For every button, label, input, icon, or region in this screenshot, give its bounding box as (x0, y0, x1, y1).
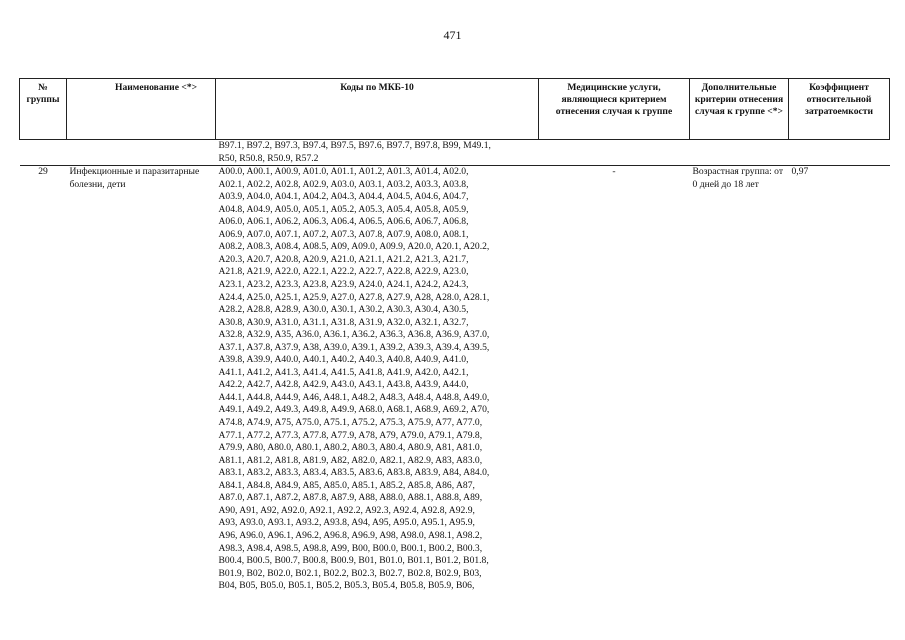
code-line: A20.3, A20.7, A20.8, A20.9, A21.0, A21.1, A21.2, A21.3, A21.7, (218, 253, 469, 265)
code-line: A93, A93.0, A93.1, A93.2, A93.8, A94, A95, A95.0, A95.1, A95.9, (218, 517, 475, 529)
code-line: A81.1, A81.2, A81.8, A81.9, A82, A82.0, A82.1, A82.9, A83, A83.0, (218, 454, 483, 466)
code-line: A23.1, A23.2, A23.3, A23.8, A23.9, A24.0, A24.1, A24.2, A24.3, (218, 279, 469, 291)
code-line: A79.9, A80, A80.0, A80.1, A80.2, A80.3, A80.4, A80.9, A81, A81.0, (218, 442, 483, 454)
code-line: A42.2, A42.7, A42.8, A42.9, A43.0, A43.1, A43.8, A43.9, A44.0, (218, 379, 469, 391)
code-line: B00.4, B00.5, B00.7, B00.8, B00.9, B01, B01.0, B01.1, B01.2, B01.8, (218, 555, 489, 567)
table-header-row (20, 79, 890, 140)
code-line: A98.3, A98.4, A98.5, A98.8, A99, B00, B00.0, B00.1, B00.2, B00.3, (218, 542, 483, 554)
header-additional-criteria: Дополнительные критерии отнесения случая к группе <*> (690, 79, 789, 140)
code-line: A02.1, A02.2, A02.8, A02.9, A03.0, A03.1, A03.2, A03.3, A03.8, (218, 178, 469, 190)
table-row (20, 166, 890, 593)
code-line: A77.1, A77.2, A77.3, A77.8, A77.9, A78, A79, A79.0, A79.1, A79.8, (218, 429, 483, 441)
code-line: A00.0, A00.1, A00.9, A01.0, A01.1, A01.2, A01.3, A01.4, A02.0, (218, 166, 469, 178)
code-line: A30.8, A30.9, A31.0, A31.1, A31.8, A31.9, A32.0, A32.1, A32.7, (218, 316, 469, 328)
group-name-cell: Инфекционные и паразитарные болезни, дети (69, 166, 200, 190)
continuation-codes-cell (216, 140, 539, 166)
code-line: A08.2, A08.3, A08.4, A08.5, A09, A09.0, A09.9, A20.0, A20.1, A20.2, (218, 241, 490, 253)
code-line: A06.9, A07.0, A07.1, A07.2, A07.3, A07.8, A07.9, A08.0, A08.1, (218, 228, 469, 240)
code-line: R50, R50.8, R50.9, R57.2 (218, 152, 319, 164)
code-line: A24.4, A25.0, A25.1, A25.9, A27.0, A27.8, A27.9, A28, A28.0, A28.1, (218, 291, 490, 303)
code-line: B97.1, B97.2, B97.3, B97.4, B97.5, B97.6, B97.7, B97.8, B99, M49.1, (218, 140, 491, 151)
code-line: B04, B05, B05.0, B05.1, B05.2, B05.3, B05.4, B05.8, B05.9, B06, (218, 580, 475, 592)
code-line: A87.0, A87.1, A87.2, A87.8, A87.9, A88, A88.0, A88.1, A88.8, A89, (218, 492, 483, 504)
code-line: A32.8, A32.9, A35, A36.0, A36.1, A36.2, A36.3, A36.8, A36.9, A37.0, (218, 329, 490, 341)
header-cost-coefficient: Коэффициент относительной затратоемкости (789, 79, 890, 140)
code-line: A06.0, A06.1, A06.2, A06.3, A06.4, A06.5, A06.6, A06.7, A06.8, (218, 216, 469, 228)
cost-coefficient-cell: 0,97 (791, 166, 809, 178)
code-line: A04.8, A04.9, A05.0, A05.1, A05.2, A05.3, A05.4, A05.8, A05.9, (218, 203, 469, 215)
ksg-table (19, 78, 890, 593)
code-line: A49.1, A49.2, A49.3, A49.8, A49.9, A68.0, A68.1, A68.9, A69.2, A70, (218, 404, 490, 416)
additional-criteria-cell: Возрастная группа: от 0 дней до 18 лет (692, 166, 784, 190)
code-line: A21.8, A21.9, A22.0, A22.1, A22.2, A22.7, A22.8, A22.9, A23.0, (218, 266, 469, 278)
header-group-number: № группы (20, 79, 67, 140)
icd-codes-cell (216, 166, 539, 593)
code-line: A74.8, A74.9, A75, A75.0, A75.1, A75.2, A75.3, A75.9, A77, A77.0, (218, 417, 483, 429)
code-line: A96, A96.0, A96.1, A96.2, A96.8, A96.9, A98, A98.0, A98.1, A98.2, (218, 529, 483, 541)
code-line: A28.2, A28.8, A28.9, A30.0, A30.1, A30.2, A30.3, A30.4, A30.5, (218, 304, 469, 316)
code-line: A37.1, A37.8, A37.9, A38, A39.0, A39.1, A39.2, A39.3, A39.4, A39.5, (218, 341, 490, 353)
group-number-cell: 29 (38, 166, 48, 178)
header-name: Наименование <*> (67, 79, 216, 140)
code-line: A03.9, A04.0, A04.1, A04.2, A04.3, A04.4, A04.5, A04.6, A04.7, (218, 191, 469, 203)
code-line: A41.1, A41.2, A41.3, A41.4, A41.5, A41.8, A41.9, A42.0, A42.1, (218, 366, 469, 378)
code-line: B01.9, B02, B02.0, B02.1, B02.2, B02.3, B02.7, B02.8, B02.9, B03, (218, 567, 482, 579)
table-row-continuation (20, 140, 890, 166)
code-line: A84.1, A84.8, A84.9, A85, A85.0, A85.1, A85.2, A85.8, A86, A87, (218, 479, 475, 491)
code-line: A39.8, A39.9, A40.0, A40.1, A40.2, A40.3, A40.8, A40.9, A41.0, (218, 354, 469, 366)
code-line: A83.1, A83.2, A83.3, A83.4, A83.5, A83.6, A83.8, A83.9, A84, A84.0, (218, 467, 490, 479)
code-line: A90, A91, A92, A92.0, A92.1, A92.2, A92.3, A92.4, A92.8, A92.9, (218, 504, 475, 516)
header-medical-services: Медицинские услуги, являющиеся критерием отнесения случая к группе (539, 79, 690, 140)
header-icd-codes: Коды по МКБ-10 (216, 79, 539, 140)
code-line: A44.1, A44.8, A44.9, A46, A48.1, A48.2, A48.3, A48.4, A48.8, A49.0, (218, 391, 490, 403)
page-number: 471 (443, 28, 462, 42)
medical-services-cell: - (612, 166, 616, 178)
